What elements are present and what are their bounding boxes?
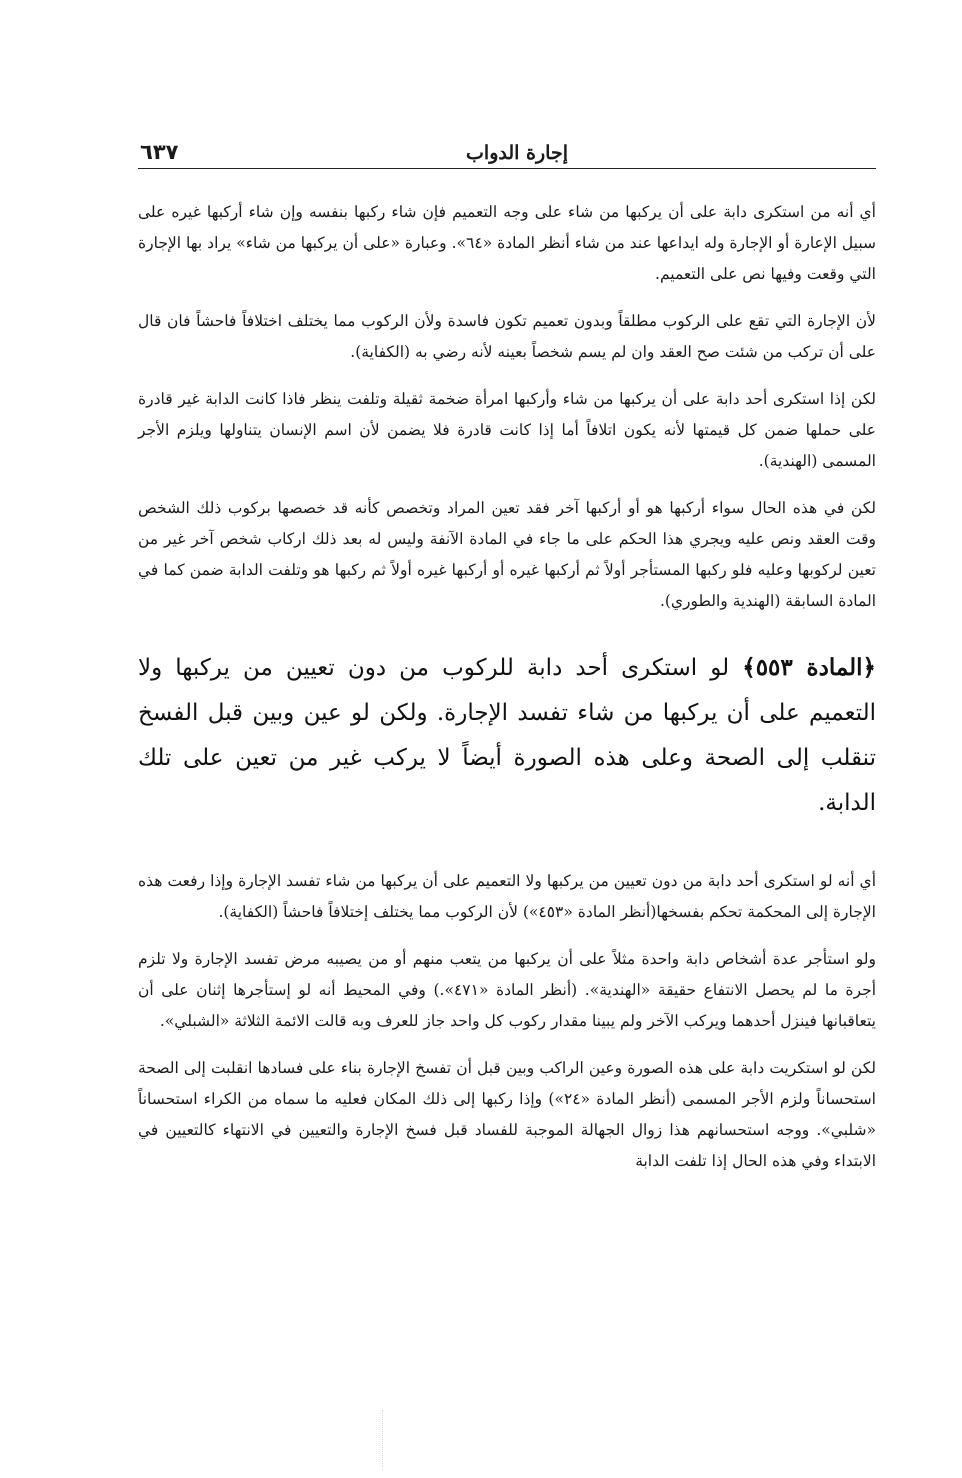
page-number: ٦٣٧ [140, 140, 179, 164]
running-title: إجارة الدواب [466, 142, 568, 164]
article-553 [138, 645, 876, 826]
header-divider [138, 168, 876, 169]
commentary-paragraph: أي أنه من استكرى دابة على أن يركبها من شاء على وجه التعميم فإن شاء ركبها بنفسه وإن شاء أركبها غيره على سبيل الإعارة أو الإجارة وله ايداعها عند من شاء أنظر المادة «٦٤». وعبارة «على أن يركبها من شاء» يراد بها الإجارة التي وقعت وفيها نص على التعميم. [138, 203, 876, 283]
commentary-paragraph: لكن في هذه الحال سواء أركبها هو أو أركبها آخر فقد تعين المراد وتخصص كأنه قد خصصها بركوب ذلك الشخص وقت العقد ونص عليه ويجري هذا الحكم على ما جاء في المادة الآنفة وليس له بعد ذلك اركاب شخص آخر غير من تعين لركوبها وعليه فلو ركبها المستأجر أولاً ثم أركبها غيره أو أركبها غيره أولاً ثم ركبها هو وتلفت الدابة ضمن كما في المادة السابقة (الهندية والطوري). [138, 499, 876, 610]
document-page [138, 128, 876, 1177]
commentary-paragraph: ولو استأجر عدة أشخاص دابة واحدة مثلاً على أن يركبها من يتعب منهم أو من يصيبه مرض تفسد الإجارة ولا تلزم أجرة ما لم يحصل الانتفاع حقيقة «الهندية». (أنظر المادة «٤٧١».) وفي المحيط أنه لو إستأجرها إثنان على أن يتعاقبانها فينزل أحدهما ويركب الآخر ولم يبينا مقدار ركوب كل واحد جاز للعرف وبه قالت الائمة الثلاثة «الشبلي». [138, 950, 876, 1030]
commentary-paragraph: لكن إذا استكرى أحد دابة على أن يركبها من شاء وأركبها امرأة ضخمة ثقيلة وتلفت ينظر فاذا كانت الدابة غير قادرة على حملها ضمن كل قيمتها لأنه يكون اتلافاً أما إذا كانت قادرة فلا يضمن لأن اسم الإنسان يتناولها ويلزم الأجر المسمى (الهندية). [138, 390, 876, 470]
article-text: لو استكرى أحد دابة للركوب من دون تعيين من يركبها ولا التعميم على أن يركبها من شاء تفسد الإجارة. ولكن لو عين وبين قبل الفسخ تنقلب إلى الصحة وعلى هذه الصورة أيضاً لا يركب غير من تعين على تلك الدابة. [138, 655, 876, 816]
commentary-paragraph: لأن الإجارة التي تقع على الركوب مطلقاً وبدون تعميم تكون فاسدة ولأن الركوب مما يختلف اختلافاً فاحشاً فان قال على أن تركب من شئت صح العقد وان لم يسم شخصاً بعينه لأنه رضي به (الكفاية). [138, 312, 876, 361]
commentary-paragraph: أي أنه لو استكرى أحد دابة من دون تعيين من يركبها ولا التعميم على أن يركبها من شاء تفسد الإجارة وإذا رفعت هذه الإجارة إلى المحكمة تحكم بفسخها(أنظر المادة «٤٥٣») لأن الركوب مما يختلف إختلافاً فاحشاً (الكفاية). [138, 872, 876, 921]
article-number: ﴿المادة ٥٥٣﴾ [742, 654, 876, 681]
page-header [138, 128, 876, 164]
commentary-paragraph: لكن لو استكريت دابة على هذه الصورة وعين الراكب وبين قبل أن تفسخ الإجارة بناء على فسادها انقلبت إلى الصحة استحساناً ولزم الأجر المسمى (أنظر المادة «٢٤») وإذا ركبها إلى ذلك المكان فعليه ما سماه من الكراء استحساناً «شلبي». ووجه استحسانهم هذا زوال الجهالة الموجبة للفساد قبل فسخ الإجارة والتعيين في الانتهاء كالتعيين في الابتداء وفي هذه الحال إذا تلفت الدابة [138, 1059, 876, 1170]
scan-artifact [382, 1410, 384, 1470]
